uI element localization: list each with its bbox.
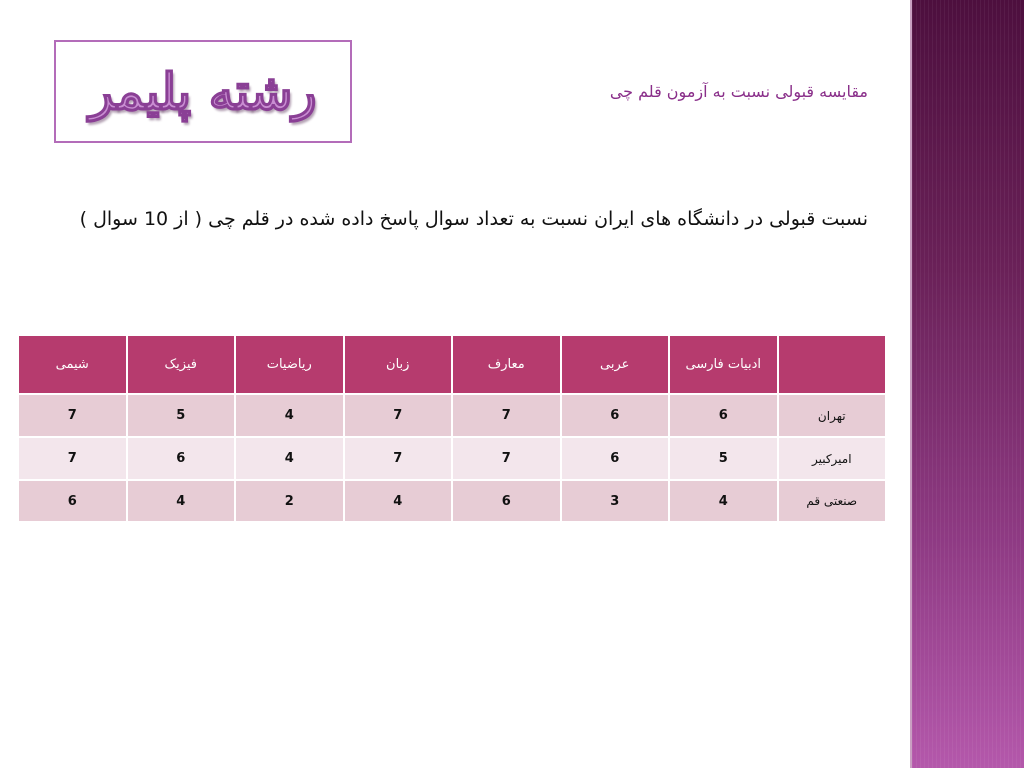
slide-title: رشته پلیمر [89,62,317,121]
table-cell: 2 [235,480,344,522]
slide-subtitle: مقایسه قبولی نسبت به آزمون قلم چی [609,82,868,101]
header-cell-language: زبان [344,335,453,394]
table-cell: 7 [18,437,127,480]
header-cell-math: ریاضیات [235,335,344,394]
table-cell: 6 [561,437,670,480]
table-cell: 3 [561,480,670,522]
row-label: امیرکبیر [778,437,887,480]
header-cell-chemistry: شیمی [18,335,127,394]
table-cell: 4 [235,437,344,480]
row-label: تهران [778,394,887,437]
table-cell: 5 [669,437,778,480]
comparison-table [17,334,887,523]
table-cell: 7 [344,437,453,480]
table-row [18,480,886,522]
table-row [18,437,886,480]
header-cell-empty [778,335,887,394]
table-cell: 4 [344,480,453,522]
table-cell: 6 [561,394,670,437]
table-heading: نسبت قبولی در دانشگاه های ایران نسبت به تعداد سوال پاسخ داده شده در قلم چی ( از 10 سوال ) [79,208,868,230]
title-box [54,40,352,143]
row-label: صنعتی قم [778,480,887,522]
table-cell: 4 [127,480,236,522]
table-cell: 6 [127,437,236,480]
table-row [18,394,886,437]
header-cell-religious-studies: معارف [452,335,561,394]
table-cell: 7 [18,394,127,437]
table-cell: 7 [452,394,561,437]
table-cell: 4 [669,480,778,522]
table-cell: 6 [18,480,127,522]
header-cell-physics: فیزیک [127,335,236,394]
table-cell: 6 [669,394,778,437]
table-cell: 7 [344,394,453,437]
decorative-side-band [912,0,1024,768]
header-cell-arabic: عربی [561,335,670,394]
table-cell: 7 [452,437,561,480]
table-cell: 4 [235,394,344,437]
header-cell-persian-literature: ادبیات فارسی [669,335,778,394]
table-cell: 6 [452,480,561,522]
table-cell: 5 [127,394,236,437]
table-header-row [18,335,886,394]
